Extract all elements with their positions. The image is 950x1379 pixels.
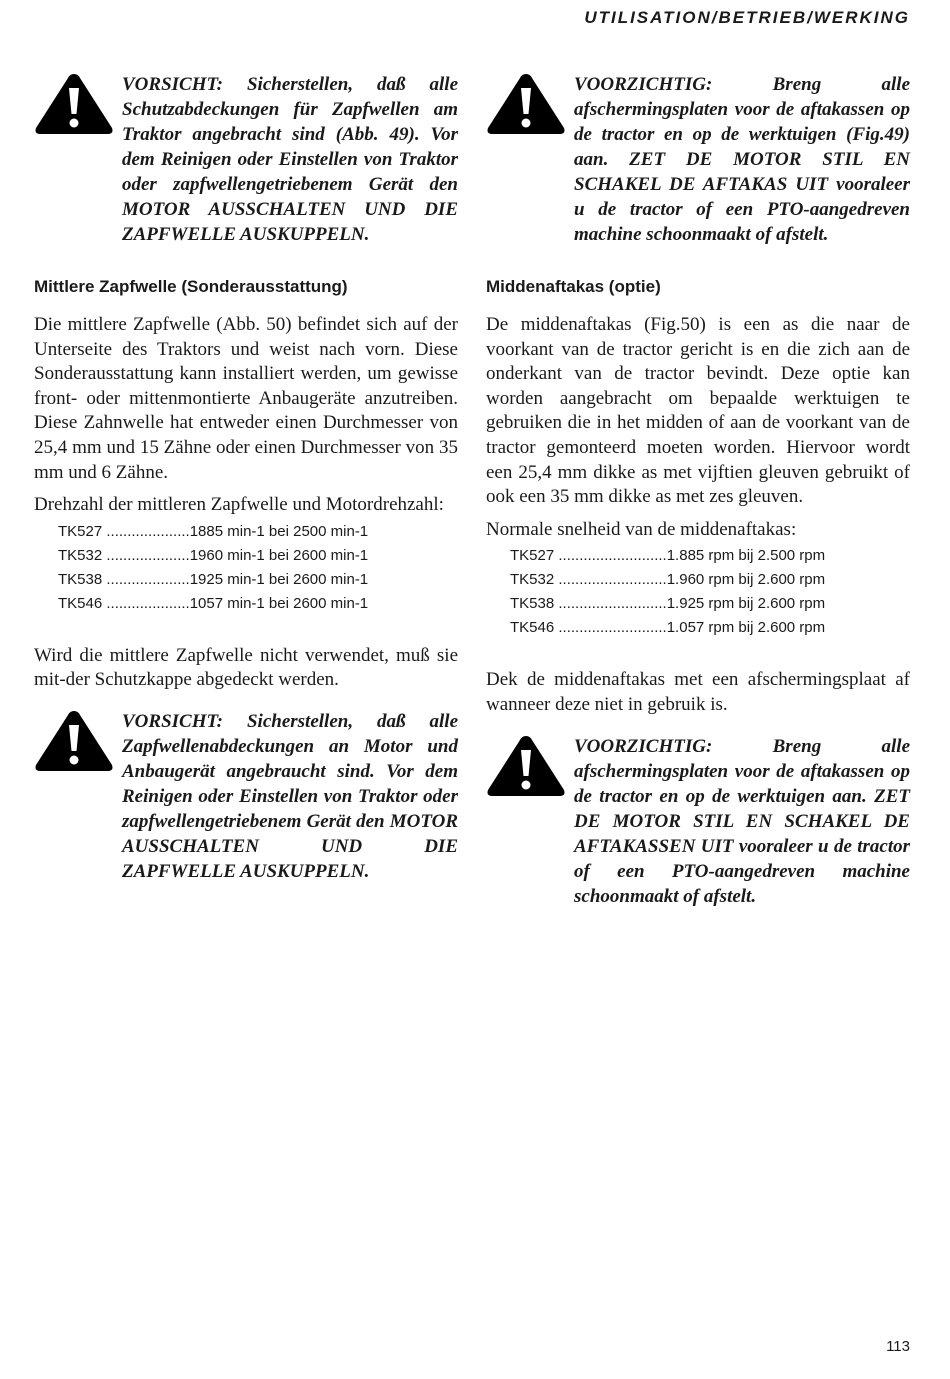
spec-row: TK538 ....................1925 min-1 bei 2600 min-1: [58, 570, 369, 588]
warning-block: [34, 709, 458, 884]
body-paragraph: Drehzahl der mittleren Zapfwelle und Motordrehzahl:: [34, 494, 444, 516]
page-number: 113: [886, 1338, 910, 1355]
left-column: [34, 72, 458, 884]
spec-row: TK546 ....................1057 min-1 bei 2600 min-1: [58, 594, 369, 612]
spec-row: TK532 ....................1960 min-1 bei 2600 min-1: [58, 546, 369, 564]
section-heading: Middenaftakas (optie): [486, 277, 661, 296]
body-paragraph: Dek de middenaftakas met een afschermingsplaat af wanneer deze niet in gebruik is.: [486, 669, 910, 715]
spec-row: TK546 ..........................1.057 rpm bij 2.600 rpm: [510, 619, 826, 637]
warning-triangle-icon: [486, 72, 574, 136]
spec-row: TK532 ..........................1.960 rpm bij 2.600 rpm: [510, 571, 826, 589]
section-heading: Mittlere Zapfwelle (Sonderausstattung): [34, 277, 348, 296]
warning-block: [34, 72, 458, 247]
warning-triangle-icon: [486, 734, 574, 798]
warning-block: [486, 72, 910, 247]
warning-text: VORSICHT: Sicherstellen, daß alle Zapfwellenabdeckungen an Motor und Anbaugerät angebraucht sind. Vor dem Reinigen oder Einstellen von Traktor oder zapfwellengetriebenem Gerät den MOTOR AUSSCHALTEN UND DIE ZAPFWELLE AUSKUPPELN.: [122, 710, 458, 882]
warning-triangle-icon: [34, 709, 122, 773]
warning-lead: VORSICHT:: [122, 74, 224, 95]
warning-text: VOORZICHTIG: Breng alle afschermingsplaten voor de aftakassen op de tractor en op de werktuigen (Fig.49) aan. ZET DE MOTOR STIL EN SCHAKEL DE AFTAKAS UIT vooraleer u de tractor of een PTO-aangedreven machine schoonmaakt of afstelt.: [574, 74, 911, 245]
spec-list: [486, 544, 910, 640]
body-paragraph: Normale snelheid van de middenaftakas:: [486, 518, 797, 540]
spec-row: TK527 ....................1885 min-1 bei 2500 min-1: [58, 522, 369, 540]
body-paragraph: De middenaftakas (Fig.50) is een as die naar de voorkant van de tractor gericht is en die zich aan de onderkant van de tractor bevindt. Deze optie kan worden aangebracht om bepaalde werktuigen te gebruiken die in het midden of aan de voorkant van de tractor gemonteerd moeten worden. Hiervoor wordt een 25,4 mm dikke as met vijftien gleuven gebruikt of ook een 35 mm dikke as met zes gleuven.: [486, 314, 910, 508]
warning-text: VOORZICHTIG: Breng alle afschermingsplaten voor de aftakassen op de tractor en op de werktuigen aan. ZET DE MOTOR STIL EN SCHAKEL DE AFTAKASSEN UIT vooraleer u de tractor of een PTO-aangedreven machine schoonmaakt of afstelt.: [574, 735, 911, 907]
spec-list: [34, 520, 458, 616]
body-paragraph: Wird die mittlere Zapfwelle nicht verwendet, muß sie mit-der Schutzkappe abgedeckt werden.: [34, 644, 458, 691]
body-paragraph: Die mittlere Zapfwelle (Abb. 50) befindet sich auf der Unterseite des Traktors und weist nach vorn. Diese Sonderausstattung kann installiert werden, um gewisse front- oder mittenmontierte Anbaugeräte anzutreiben. Diese Zahnwelle hat entweder einen Durchmesser von 25,4 mm und 15 Zähne oder einen Durchmesser von 35 mm und 6 Zähne.: [34, 314, 458, 483]
page-header: UTILISATION/BETRIEB/WERKING: [584, 8, 910, 27]
warning-lead: VORSICHT:: [122, 710, 224, 732]
right-column: [486, 72, 910, 909]
warning-block: [486, 734, 910, 909]
spec-row: TK527 ..........................1.885 rpm bij 2.500 rpm: [510, 547, 826, 565]
warning-text: VORSICHT: Sicherstellen, daß alle Schutzabdeckungen für Zapfwellen am Traktor angebracht sind (Abb. 49). Vor dem Reinigen oder Einstellen von Traktor oder zapfwellengetriebenem Gerät den MOTOR AUSSCHALTEN UND DIE ZAPFWELLE AUSKUPPELN.: [122, 74, 458, 245]
warning-lead: VOORZICHTIG:: [574, 735, 713, 757]
warning-lead: VOORZICHTIG:: [574, 74, 713, 95]
spec-row: TK538 ..........................1.925 rpm bij 2.600 rpm: [510, 595, 826, 613]
warning-triangle-icon: [34, 72, 122, 136]
